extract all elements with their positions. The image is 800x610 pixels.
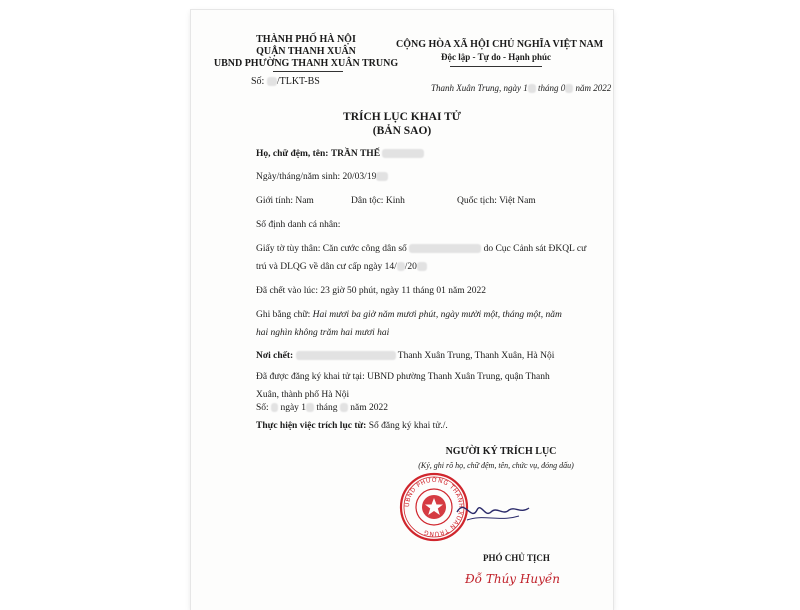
registered-line2: Xuân, thành phố Hà Nội	[256, 390, 350, 400]
nationality-value: Việt Nam	[499, 196, 536, 206]
signature-scribble-icon	[453, 492, 533, 532]
reg-no-label: Số:	[256, 403, 269, 413]
redacted-reg-no	[271, 403, 278, 412]
redacted-number	[267, 77, 277, 86]
id-doc-text-a: Giấy tờ tùy thân: Căn cước công dân số	[256, 244, 407, 254]
header-left-ward: UBND PHƯỜNG THANH XUÂN TRUNG	[213, 58, 399, 69]
field-place	[256, 350, 554, 362]
nationality-label: Quốc tịch:	[457, 196, 497, 206]
document-date	[431, 83, 611, 94]
place-value: Thanh Xuân Trung, Thanh Xuân, Hà Nội	[397, 351, 555, 361]
ethnic-label: Dân tộc:	[351, 196, 384, 206]
dob-label: Ngày/tháng/năm sinh:	[256, 172, 341, 182]
redacted-reg-day	[306, 403, 314, 412]
registered-line1: Đã được đăng ký khai tử tại: UBND phường Thanh Xuân Trung, quận Thanh	[256, 372, 550, 382]
signature-note: (Ký, ghi rõ họ, chữ đệm, tên, chức vụ, đóng dấu)	[418, 461, 574, 470]
id-number-label: Số định danh cá nhân:	[256, 220, 341, 230]
field-id-doc	[256, 243, 586, 273]
id-doc-issue: trú và DLQG về dân cư cấp ngày 14/	[256, 262, 397, 272]
header-right-underline	[450, 66, 542, 67]
signer-name: Đỗ Thúy Huyền	[465, 572, 560, 586]
field-nationality	[457, 195, 536, 207]
signer-position: PHÓ CHỦ TỊCH	[483, 553, 550, 563]
in-words-label: Ghi bằng chữ:	[256, 310, 311, 320]
date-month: tháng 0	[538, 83, 566, 93]
in-words-line2: hai nghìn không trăm hai mươi hai	[256, 328, 390, 338]
field-reg-no	[256, 402, 388, 414]
field-registered	[256, 371, 550, 401]
reg-no-month: tháng	[316, 403, 338, 413]
title-sub: (BẢN SAO)	[372, 125, 432, 137]
gender-value: Nam	[295, 196, 314, 206]
id-doc-issue-year: /20	[404, 262, 417, 272]
id-doc-text-b: do Cục Cảnh sát ĐKQL cư	[483, 244, 587, 254]
name-label: Họ, chữ đệm, tên:	[256, 149, 329, 159]
redacted-name	[382, 149, 424, 158]
header-left-city: THÀNH PHỐ HÀ NỘI	[256, 34, 356, 45]
signature-title: NGƯỜI KÝ TRÍCH LỤC	[445, 446, 557, 457]
field-extract	[256, 420, 448, 432]
redacted-issue-year	[417, 262, 427, 271]
gender-label: Giới tính:	[256, 196, 293, 206]
header-left-district: QUẬN THANH XUÂN	[256, 46, 356, 57]
field-in-words	[256, 309, 562, 339]
document-page	[191, 10, 613, 610]
document-title	[191, 110, 613, 138]
document-number-label: Số:	[251, 76, 265, 87]
date-year: năm 2022	[575, 83, 612, 93]
date-place: Thanh Xuân Trung, ngày 1	[431, 83, 528, 93]
death-time-label: Đã chết vào lúc:	[256, 286, 318, 296]
field-gender	[256, 195, 314, 207]
field-death-time	[256, 285, 486, 297]
redacted-id	[409, 244, 481, 253]
handwritten-signature	[453, 492, 533, 532]
document-number-suffix: /TLKT-BS	[276, 76, 320, 87]
field-dob	[256, 171, 388, 183]
dob-value: 20/03/19	[342, 172, 377, 182]
ethnic-value: Kinh	[385, 196, 405, 206]
place-label: Nơi chết:	[256, 351, 294, 361]
document-number	[251, 76, 320, 88]
redacted-month	[565, 84, 573, 93]
redacted-place	[296, 351, 396, 360]
in-words-line1: Hai mươi ba giờ năm mươi phút, ngày mười một, tháng một, năm	[312, 310, 562, 320]
reg-no-year: năm 2022	[350, 403, 388, 413]
field-ethnic	[351, 195, 405, 207]
name-value: TRẦN THẾ	[330, 149, 381, 159]
extract-value: Sổ đăng ký khai tử./.	[368, 421, 448, 431]
stamp-text: UBND PHƯỜNG THANH XUÂN TRUNG	[403, 476, 465, 538]
header-right	[396, 39, 604, 63]
field-id-number	[256, 219, 340, 231]
redacted-reg-month	[340, 403, 348, 412]
national-title: CỘNG HÒA XÃ HỘI CHỦ NGHĨA VIỆT NAM	[396, 39, 604, 50]
redacted-dob	[376, 172, 388, 181]
title-main: TRÍCH LỤC KHAI TỬ	[343, 111, 461, 123]
reg-no-day: ngày 1	[280, 403, 307, 413]
death-time-value: 23 giờ 50 phút, ngày 11 tháng 01 năm 2022	[320, 286, 487, 296]
redacted-issue-month	[397, 262, 405, 271]
extract-label: Thực hiện việc trích lục từ:	[256, 421, 367, 431]
field-name	[256, 148, 424, 160]
header-left	[211, 34, 401, 70]
header-left-underline	[273, 71, 343, 72]
national-motto: Độc lập - Tự do - Hạnh phúc	[440, 52, 551, 62]
redacted-day	[528, 84, 536, 93]
